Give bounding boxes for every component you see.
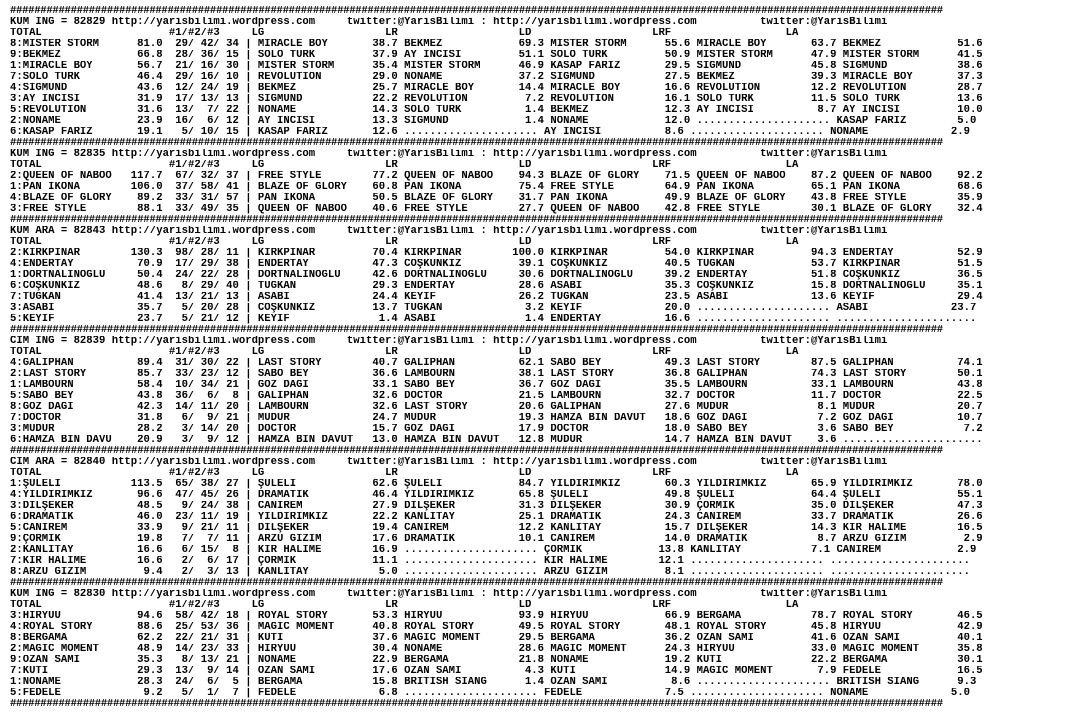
table-row: 9:BEKMEZ 66.8 28/ 36/ 15 | SOLO TÜRK 37.9 AY İNCİSİ 51.1 SOLO TÜRK 50.9 MISTER STORM 47.9 MISTER STORM 41.5 (10, 50, 983, 61)
table-row: 5:SABO BEY 43.8 36/ 6/ 8 | GALİPHAN 32.6 DOCTOR 21.5 LAMBOURN 32.7 DOCTOR 11.7 DOCTOR 22.5 (10, 391, 983, 402)
table-row: 4:ROYAL STORY 88.6 25/ 53/ 36 | MAGIC MOMENT 40.8 ROYAL STORY 49.5 ROYAL STORY 48.1 ROYAL STORY 45.8 HIRYUU 42.9 (10, 622, 983, 633)
race-header: CIM ARA = 82840 http://yarisbilimi.wordpress.com twitter:@YarisBilimi : http://yarisbilimi.wordpress.com twitter:@YarisBilimi (10, 457, 888, 468)
separator-line: ########################################################################################################################################################## (10, 446, 943, 457)
separator-line: ########################################################################################################################################################## (10, 138, 943, 149)
table-row: 4:BLAZE OF GLORY 89.2 33/ 31/ 57 | PAN IKONA 50.5 BLAZE OF GLORY 31.7 PAN IKONA 49.9 BLAZE OF GLORY 43.8 FREE STYLE 35.9 (10, 193, 983, 204)
table-row: 3:AY İNCİSİ 31.9 17/ 13/ 13 | SIGMUND 22.2 REVOLUTION 7.2 REVOLUTION 16.1 SOLO TÜRK 11.5 SOLO TÜRK 13.6 (10, 94, 983, 105)
column-header: TOTAL #1/#2/#3 LG LR LD LRF LA (10, 600, 799, 611)
table-row: 1:NONAME 28.3 24/ 6/ 5 | BERGAMA 15.8 BRITISH SIANG 1.4 OZAN SAMİ 8.6 ..................... BRITISH SIANG 9.3 (10, 677, 977, 688)
table-row: 4:SIGMUND 43.6 12/ 24/ 19 | BEKMEZ 25.7 MIRACLE BOY 14.4 MIRACLE BOY 16.6 REVOLUTION 12.2 REVOLUTION 28.7 (10, 83, 983, 94)
table-row: 7:TUĞKAN 41.4 13/ 21/ 13 | ASABİ 24.4 KEYİF 26.2 TUĞKAN 23.5 ASABİ 13.6 KEYİF 29.4 (10, 292, 983, 303)
table-row: 2:NONAME 23.9 16/ 6/ 12 | AY İNCİSİ 13.3 SIGMUND 1.4 NONAME 12.0 ..................... KASAP FARİZ 5.0 (10, 116, 977, 127)
race-header: KUM ARA = 82843 http://yarisbilimi.wordpress.com twitter:@YarisBilimi : http://yarisbilimi.wordpress.com twitter:@YarisBilimi (10, 226, 888, 237)
table-row: 5:KEYİF 23.7 5/ 21/ 12 | KEYİF 1.4 ASABİ 1.4 ENDERTAY 16.6 ..................... ...................... (10, 314, 977, 325)
table-row: 2:KANLITAY 16.6 6/ 15/ 8 | KIR HALİME 16.9 ..................... ÇORMİK 13.8 KANLITAY 7.1 CANİREM 2.9 (10, 545, 977, 556)
race-header: KUM ING = 82830 http://yarisbilimi.wordpress.com twitter:@YarisBilimi : http://yarisbilimi.wordpress.com twitter:@YarisBilimi (10, 589, 888, 600)
table-row: 8:BERGAMA 62.2 22/ 21/ 31 | KUTİ 37.6 MAGIC MOMENT 29.5 BERGAMA 36.2 OZAN SAMİ 41.6 OZAN SAMİ 40.1 (10, 633, 983, 644)
table-row: 4:YILDIRIMKIZ 96.6 47/ 45/ 26 | DRAMATİK 46.4 YILDIRIMKIZ 65.8 ŞULELİ 49.8 ŞULELİ 64.4 ŞULELİ 55.1 (10, 490, 983, 501)
table-row: 7:DOCTOR 31.8 6/ 9/ 21 | MÜDÜR 24.7 MÜDÜR 19.3 HAMZA BİN DAVUT 18.6 GÖZ DAĞI 7.2 GÖZ DAĞI 10.7 (10, 413, 983, 424)
race-header: CIM ING = 82839 http://yarisbilimi.wordpress.com twitter:@YarisBilimi : http://yarisbilimi.wordpress.com twitter:@YarisBilimi (10, 336, 888, 347)
table-row: 2:LAST STORY 85.7 33/ 23/ 12 | SABO BEY 36.6 LAMBOURN 38.1 LAST STORY 36.8 GALİPHAN 74.3 LAST STORY 50.1 (10, 369, 983, 380)
table-row: 9:OZAN SAMİ 35.3 8/ 13/ 21 | NONAME 22.9 BERGAMA 21.8 NONAME 19.2 KUTİ 22.2 BERGAMA 30.1 (10, 655, 983, 666)
table-row: 3:ASABİ 35.7 5/ 20/ 28 | COŞKUNKIZ 13.7 TUĞKAN 3.2 KEYİF 20.0 ..................... ASABİ 23.7 (10, 303, 977, 314)
table-row: 3:HIRYUU 94.6 58/ 42/ 18 | ROYAL STORY 53.3 HIRYUU 93.9 HIRYUU 66.9 BERGAMA 78.7 ROYAL STORY 46.5 (10, 611, 983, 622)
table-row: 2:KIRKPINAR 130.3 98/ 28/ 11 | KIRKPINAR 70.4 KIRKPINAR 100.0 KIRKPINAR 54.0 KIRKPINAR 94.3 ENDERTAY 52.9 (10, 248, 983, 259)
table-row: 1:ŞULELİ 113.5 65/ 38/ 27 | ŞULELİ 62.6 ŞULELİ 84.7 YILDIRIMKIZ 60.3 YILDIRIMKIZ 65.9 YILDIRIMKIZ 78.0 (10, 479, 983, 490)
table-row: 7:KIR HALİME 16.6 2/ 6/ 17 | ÇORMİK 11.1 ..................... KIR HALİME 12.1 ..................... ...................... (10, 556, 970, 567)
separator-line: ########################################################################################################################################################## (10, 6, 943, 17)
separator-line: ########################################################################################################################################################## (10, 578, 943, 589)
race-header: KUM ING = 82829 http://yarisbilimi.wordpress.com twitter:@YarisBilimi : http://yarisbilimi.wordpress.com twitter:@YarisBilimi (10, 17, 888, 28)
race-header: KUM ING = 82835 http://yarisbilimi.wordpress.com twitter:@YarisBilimi : http://yarisbilimi.wordpress.com twitter:@YarisBilimi (10, 149, 888, 160)
table-row: 1:LAMBOURN 58.4 10/ 34/ 21 | GÖZ DAĞI 33.1 SABO BEY 36.7 GÖZ DAĞI 35.5 LAMBOURN 33.1 LAMBOURN 43.8 (10, 380, 983, 391)
table-row: 3:MÜDÜR 28.2 3/ 14/ 20 | DOCTOR 15.7 GÖZ DAĞI 17.9 DOCTOR 18.0 SABO BEY 3.6 SABO BEY 7.2 (10, 424, 983, 435)
table-row: 5:FEDELE 9.2 5/ 1/ 7 | FEDELE 6.8 ..................... FEDELE 7.5 ..................... NONAME 5.0 (10, 688, 970, 699)
table-row: 8:ARZU GIZIM 9.4 2/ 3/ 13 | KANLITAY 5.0 ..................... ARZU GIZIM 8.1 ..................... ...................... (10, 567, 970, 578)
table-row: 5:CANİREM 33.9 9/ 21/ 11 | DİLŞEKER 19.4 CANİREM 12.2 KANLITAY 15.7 DİLŞEKER 14.3 KIR HALİME 16.5 (10, 523, 983, 534)
table-row: 1:PAN IKONA 106.0 37/ 58/ 41 | BLAZE OF GLORY 60.8 PAN IKONA 75.4 FREE STYLE 64.9 PAN IKONA 65.1 PAN IKONA 68.6 (10, 182, 983, 193)
race-report-sheet (10, 6, 1072, 710)
column-header: TOTAL #1/#2/#3 LG LR LD LRF LA (10, 468, 799, 479)
table-row: 3:DİLŞEKER 48.5 9/ 24/ 38 | CANİREM 27.9 DİLŞEKER 31.3 DİLŞEKER 30.9 ÇORMİK 35.0 DİLŞEKER 47.3 (10, 501, 983, 512)
table-row: 4:ENDERTAY 70.9 17/ 29/ 38 | ENDERTAY 47.3 COŞKUNKIZ 39.1 COŞKUNKIZ 40.5 TUĞKAN 53.7 KIRKPINAR 51.5 (10, 259, 983, 270)
table-row: 3:FREE STYLE 88.1 33/ 49/ 35 | QUEEN OF NABOO 40.6 FREE STYLE 27.7 QUEEN OF NABOO 42.8 FREE STYLE 30.1 BLAZE OF GLORY 32.4 (10, 204, 983, 215)
table-row: 6:COŞKUNKIZ 48.6 8/ 29/ 40 | TUĞKAN 29.3 ENDERTAY 28.6 ASABİ 35.3 COŞKUNKIZ 15.8 DÖRTNALINOĞLU 35.1 (10, 281, 983, 292)
table-row: 5:REVOLUTION 31.6 13/ 7/ 22 | NONAME 14.3 SOLO TÜRK 1.4 BEKMEZ 12.3 AY İNCİSİ 8.7 AY İNCİSİ 10.0 (10, 105, 983, 116)
column-header: TOTAL #1/#2/#3 LG LR LD LRF LA (10, 160, 799, 171)
table-row: 6:KASAP FARİZ 19.1 5/ 10/ 15 | KASAP FARİZ 12.6 ..................... AY İNCİSİ 8.6 ..................... NONAME 2.9 (10, 127, 970, 138)
separator-line: ########################################################################################################################################################## (10, 325, 943, 336)
column-header: TOTAL #1/#2/#3 LG LR LD LRF LA (10, 237, 799, 248)
separator-line: ########################################################################################################################################################## (10, 215, 943, 226)
column-header: TOTAL #1/#2/#3 LG LR LD LRF LA (10, 347, 799, 358)
table-row: 4:GALİPHAN 89.4 31/ 30/ 22 | LAST STORY 40.7 GALİPHAN 62.1 SABO BEY 49.3 LAST STORY 87.5 GALİPHAN 74.1 (10, 358, 983, 369)
table-row: 1:DÖRTNALINOĞLU 50.4 24/ 22/ 28 | DÖRTNALINOĞLU 42.6 DÖRTNALINOĞLU 30.6 DÖRTNALINOĞLU 39.2 ENDERTAY 51.8 COŞKUNKIZ 36.5 (10, 270, 983, 281)
table-row: 7:SOLO TÜRK 46.4 29/ 16/ 10 | REVOLUTION 29.0 NONAME 37.2 SIGMUND 27.5 BEKMEZ 39.3 MIRACLE BOY 37.3 (10, 72, 983, 83)
table-row: 6:HAMZA BİN DAVU 20.9 3/ 9/ 12 | HAMZA BİN DAVUT 13.0 HAMZA BİN DAVUT 12.8 MÜDÜR 14.7 HAMZA BİN DAVUT 3.6 ...................... (10, 435, 983, 446)
table-row: 9:ÇORMİK 19.8 7/ 7/ 11 | ARZU GIZIM 17.6 DRAMATİK 10.1 CANİREM 14.0 DRAMATİK 8.7 ARZU GIZIM 2.9 (10, 534, 983, 545)
separator-line: ########################################################################################################################################################## (10, 699, 943, 710)
table-row: 7:KUTİ 29.3 13/ 9/ 14 | OZAN SAMİ 17.6 OZAN SAMİ 4.3 KUTİ 14.9 MAGIC MOMENT 7.9 FEDELE 16.5 (10, 666, 983, 677)
table-row: 8:GÖZ DAĞI 42.3 14/ 11/ 20 | LAMBOURN 32.6 LAST STORY 20.6 GALİPHAN 27.6 MÜDÜR 8.1 MÜDÜR 20.7 (10, 402, 983, 413)
table-row: 8:MISTER STORM 81.0 29/ 42/ 34 | MIRACLE BOY 38.7 BEKMEZ 69.3 MISTER STORM 55.6 MIRACLE BOY 63.7 BEKMEZ 51.6 (10, 39, 983, 50)
table-row: 1:MIRACLE BOY 56.7 21/ 16/ 30 | MISTER STORM 35.4 MISTER STORM 46.9 KASAP FARİZ 29.5 SIGMUND 45.8 SIGMUND 38.6 (10, 61, 983, 72)
table-row: 6:DRAMATİK 46.0 23/ 11/ 19 | YILDIRIMKIZ 22.2 KANLITAY 25.1 DRAMATİK 24.3 CANİREM 33.7 DRAMATİK 26.6 (10, 512, 983, 523)
table-row: 2:QUEEN OF NABOO 117.7 67/ 32/ 37 | FREE STYLE 77.2 QUEEN OF NABOO 94.3 BLAZE OF GLORY 71.5 QUEEN OF NABOO 87.2 QUEEN OF NABOO 92.2 (10, 171, 983, 182)
table-row: 2:MAGIC MOMENT 48.9 14/ 23/ 33 | HIRYUU 30.4 NONAME 28.6 MAGIC MOMENT 24.3 HIRYUU 33.0 MAGIC MOMENT 35.8 (10, 644, 983, 655)
column-header: TOTAL #1/#2/#3 LG LR LD LRF LA (10, 28, 799, 39)
